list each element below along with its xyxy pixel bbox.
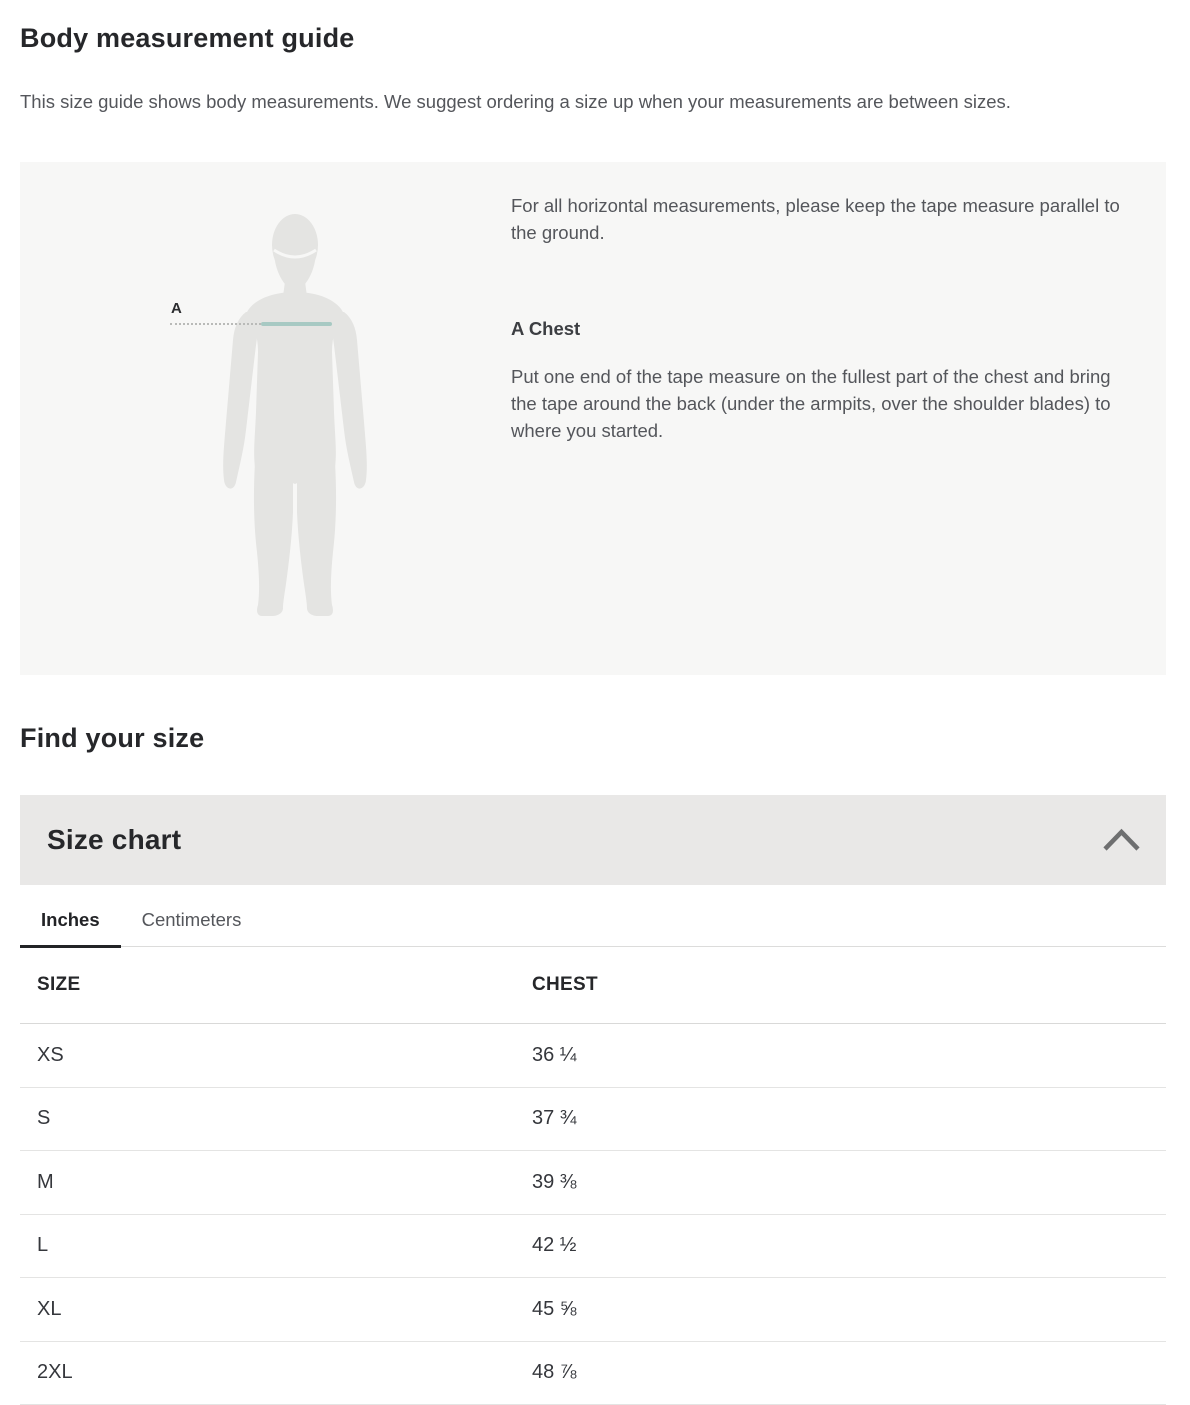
body-measurement-guide-page: [0, 23, 1190, 1405]
find-your-size-heading: Find your size: [20, 723, 1166, 753]
measurement-a-chest-description: Put one end of the tape measure on the fullest part of the chest and bring the tape around the back (under the armpits, over the shoulder blades) to where you started.: [511, 363, 1121, 444]
chevron-up-icon[interactable]: [1099, 821, 1144, 859]
unit-tabs: [20, 885, 1166, 947]
table-row: [20, 1088, 1166, 1152]
measurement-leader-dotted-line: [170, 323, 261, 325]
size-cell: 2XL: [20, 1361, 515, 1384]
tab-inches[interactable]: Inches: [20, 909, 121, 948]
measurement-a-chest-title: A Chest: [511, 318, 580, 340]
table-row: [20, 1278, 1166, 1342]
page-subtitle: This size guide shows body measurements. We suggest ordering a size up when your measurements are between sizes.: [20, 89, 1166, 115]
chest-cell: 39 ⅜: [515, 1171, 1166, 1194]
size-cell: M: [20, 1171, 515, 1194]
measurement-intro-text: For all horizontal measurements, please keep the tape measure parallel to the ground.: [511, 192, 1121, 246]
table-header-row: [20, 947, 1166, 1024]
size-cell: L: [20, 1234, 515, 1257]
size-chart-table: [20, 947, 1166, 1405]
chest-cell: 42 ½: [515, 1234, 1166, 1257]
chest-cell: 36 ¼: [515, 1044, 1166, 1067]
column-header-chest: CHEST: [515, 974, 1166, 996]
chest-measurement-line: [261, 322, 332, 326]
chest-cell: 45 ⅝: [515, 1298, 1166, 1321]
column-header-size: SIZE: [20, 974, 515, 996]
chest-cell: 37 ¾: [515, 1107, 1166, 1130]
measurement-guide-panel: [20, 162, 1166, 675]
size-cell: S: [20, 1107, 515, 1130]
page-title: Body measurement guide: [20, 23, 1166, 53]
size-chart-collapsible-header[interactable]: [20, 795, 1166, 885]
measurement-point-a-label: A: [171, 300, 182, 317]
tab-centimeters[interactable]: Centimeters: [121, 909, 263, 946]
size-cell: XL: [20, 1298, 515, 1321]
table-row: [20, 1151, 1166, 1215]
table-row: [20, 1342, 1166, 1405]
table-row: [20, 1215, 1166, 1279]
size-chart-title: Size chart: [47, 824, 181, 856]
table-row: [20, 1024, 1166, 1088]
size-cell: XS: [20, 1044, 515, 1067]
chest-cell: 48 ⅞: [515, 1361, 1166, 1384]
body-silhouette-figure: [220, 212, 370, 617]
